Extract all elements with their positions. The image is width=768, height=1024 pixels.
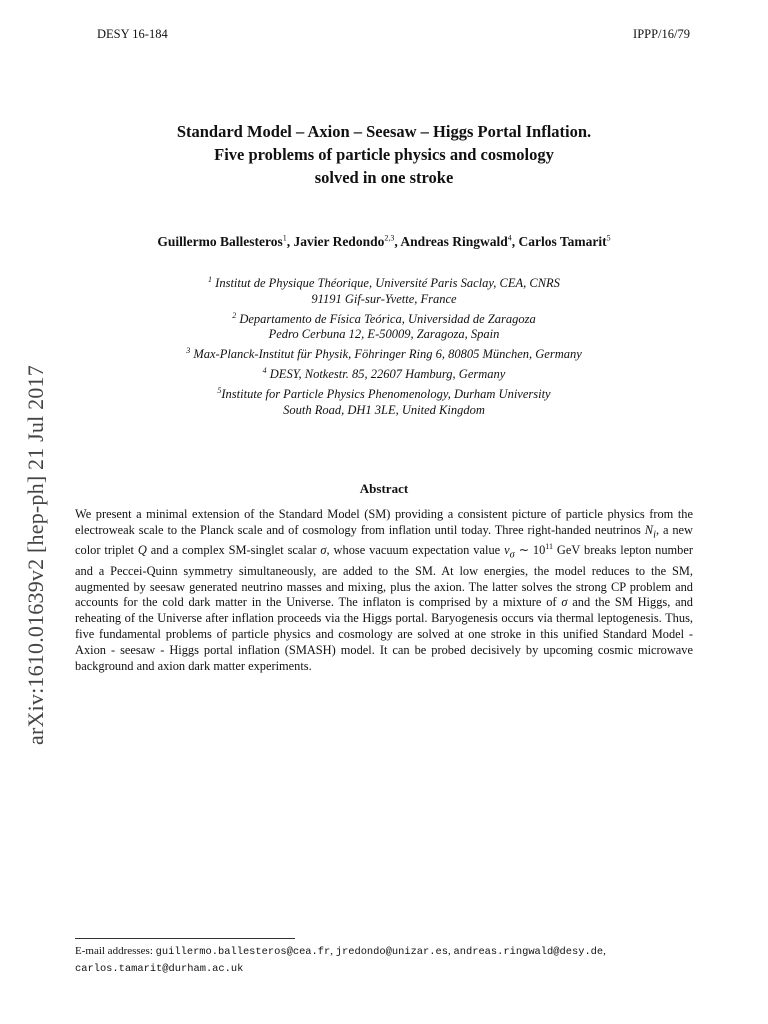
footnote-label: E-mail addresses: [75,945,156,957]
math-symbol: v [504,543,510,558]
affiliation-line: Institut de Physique Théorique, Université Paris Saclay, CEA, CNRS [212,276,560,290]
abstract-text: , a new color triplet [75,522,694,558]
affiliation-item [60,387,708,418]
affiliation-line: 91191 Gif-sur-Yvette, France [311,291,457,306]
author-affiliation-mark: 5 [606,233,611,243]
math-symbol: σ [561,595,568,610]
author-affiliation-mark: 2,3 [384,233,395,243]
affiliation-list [60,276,708,423]
abstract-text: We present a minimal extension of the Standard Model (SM) providing a consistent picture of particle physics from the electroweak scale to the Planck scale and of cosmology from inflation until today. Three right-handed neutrinos [75,507,693,537]
author-name: Carlos Tamarit [518,234,607,249]
affiliation-number: 3 [186,345,191,355]
affiliation-item [60,312,708,343]
title-line-3: solved in one stroke [314,168,454,187]
report-number-left: DESY 16-184 [97,27,168,41]
abstract-text: and the SM Higgs, and reheating of the Universe after inflation proceeds via the Higgs portal. Baryogenesis occurs via thermal leptogenesis. Thus, five fundamental problems of particle physics and cosmology are solved at one stroke in this unified Standard Model - Axion - seesaw - Higgs portal inflation (SMASH) model. It can be probed decisively by upcoming cosmic microwave background and axion dark matter experiments. [75,595,693,674]
author-separator: , [286,234,294,249]
author-separator: , [394,234,401,249]
email-link[interactable]: andreas.ringwald@desy.de [453,946,604,958]
affiliation-line: Institute for Particle Physics Phenomenology, Durham University [221,387,551,401]
abstract-text: and a complex SM-singlet scalar [146,543,321,558]
title-line-2: Five problems of particle physics and cosmology [214,145,554,164]
math-subscript: σ [509,549,515,561]
author-name: Guillermo Ballesteros [157,234,283,249]
report-number-right: IPPP/16/79 [633,27,690,41]
paper-title [0,120,768,189]
abstract-text: , whose vacuum expectation value [326,543,505,558]
affiliation-line: South Road, DH1 3LE, United Kingdom [283,402,485,417]
math-symbol: N [644,522,654,537]
abstract-heading: Abstract [359,481,409,496]
abstract-text: ∼ 10 [514,543,546,558]
affiliation-line: Pedro Cerbuna 12, E-50009, Zaragoza, Spain [268,327,500,341]
math-symbol: σ [320,543,327,558]
email-link[interactable]: jredondo@unizar.es [335,946,448,958]
affiliation-line: Max-Planck-Institut für Physik, Föhringer Ring 6, 80805 München, Germany [190,347,582,361]
email-footnote: E-mail addresses: guillermo.ballesteros@cea.fr, jredondo@unizar.es, andreas.ringwald@desy.de, carlos.tamarit@durham.ac.uk [75,945,606,975]
author-name: Javier Redondo [293,234,385,249]
affiliation-number: 5 [217,385,222,395]
affiliation-item [60,367,708,383]
affiliation-line: Departamento de Física Teórica, Universidad de Zaragoza [236,311,536,326]
math-subscript: i [653,529,656,541]
affiliation-item [60,347,708,363]
affiliation-number: 4 [262,365,267,375]
affiliation-number: 1 [208,274,213,284]
author-separator: , [511,234,519,249]
email-link[interactable]: guillermo.ballesteros@cea.fr [155,946,331,958]
affiliation-item [60,276,708,307]
abstract-body [75,507,693,675]
title-line-1: Standard Model – Axion – Seesaw – Higgs Portal Inflation. [176,122,592,141]
author-list [0,234,768,250]
arxiv-identifier-stamp: arXiv:1610.01639v2 [hep-ph] 21 Jul 2017 [23,365,48,745]
math-symbol: Q [137,543,147,558]
author-affiliation-mark: 4 [507,233,512,243]
math-superscript: 11 [545,542,553,552]
abstract-text: GeV breaks lepton number and a Peccei-Quinn symmetry simultaneously, are added to the SM. At low energies, the model reduces to the SM, augmented by seesaw generated neutrino masses and mixing, plus the axion. The latter solves the strong CP problem and accounts for the cold dark matter in the Universe. The inflaton is comprised by a mixture of [75,543,693,610]
author-affiliation-mark: 1 [282,233,287,243]
affiliation-line: DESY, Notkestr. 85, 22607 Hamburg, Germany [266,367,506,381]
affiliation-number: 2 [232,310,237,320]
email-link[interactable]: carlos.tamarit@durham.ac.uk [75,963,244,975]
footnote-rule [75,938,295,939]
author-name: Andreas Ringwald [400,234,508,249]
